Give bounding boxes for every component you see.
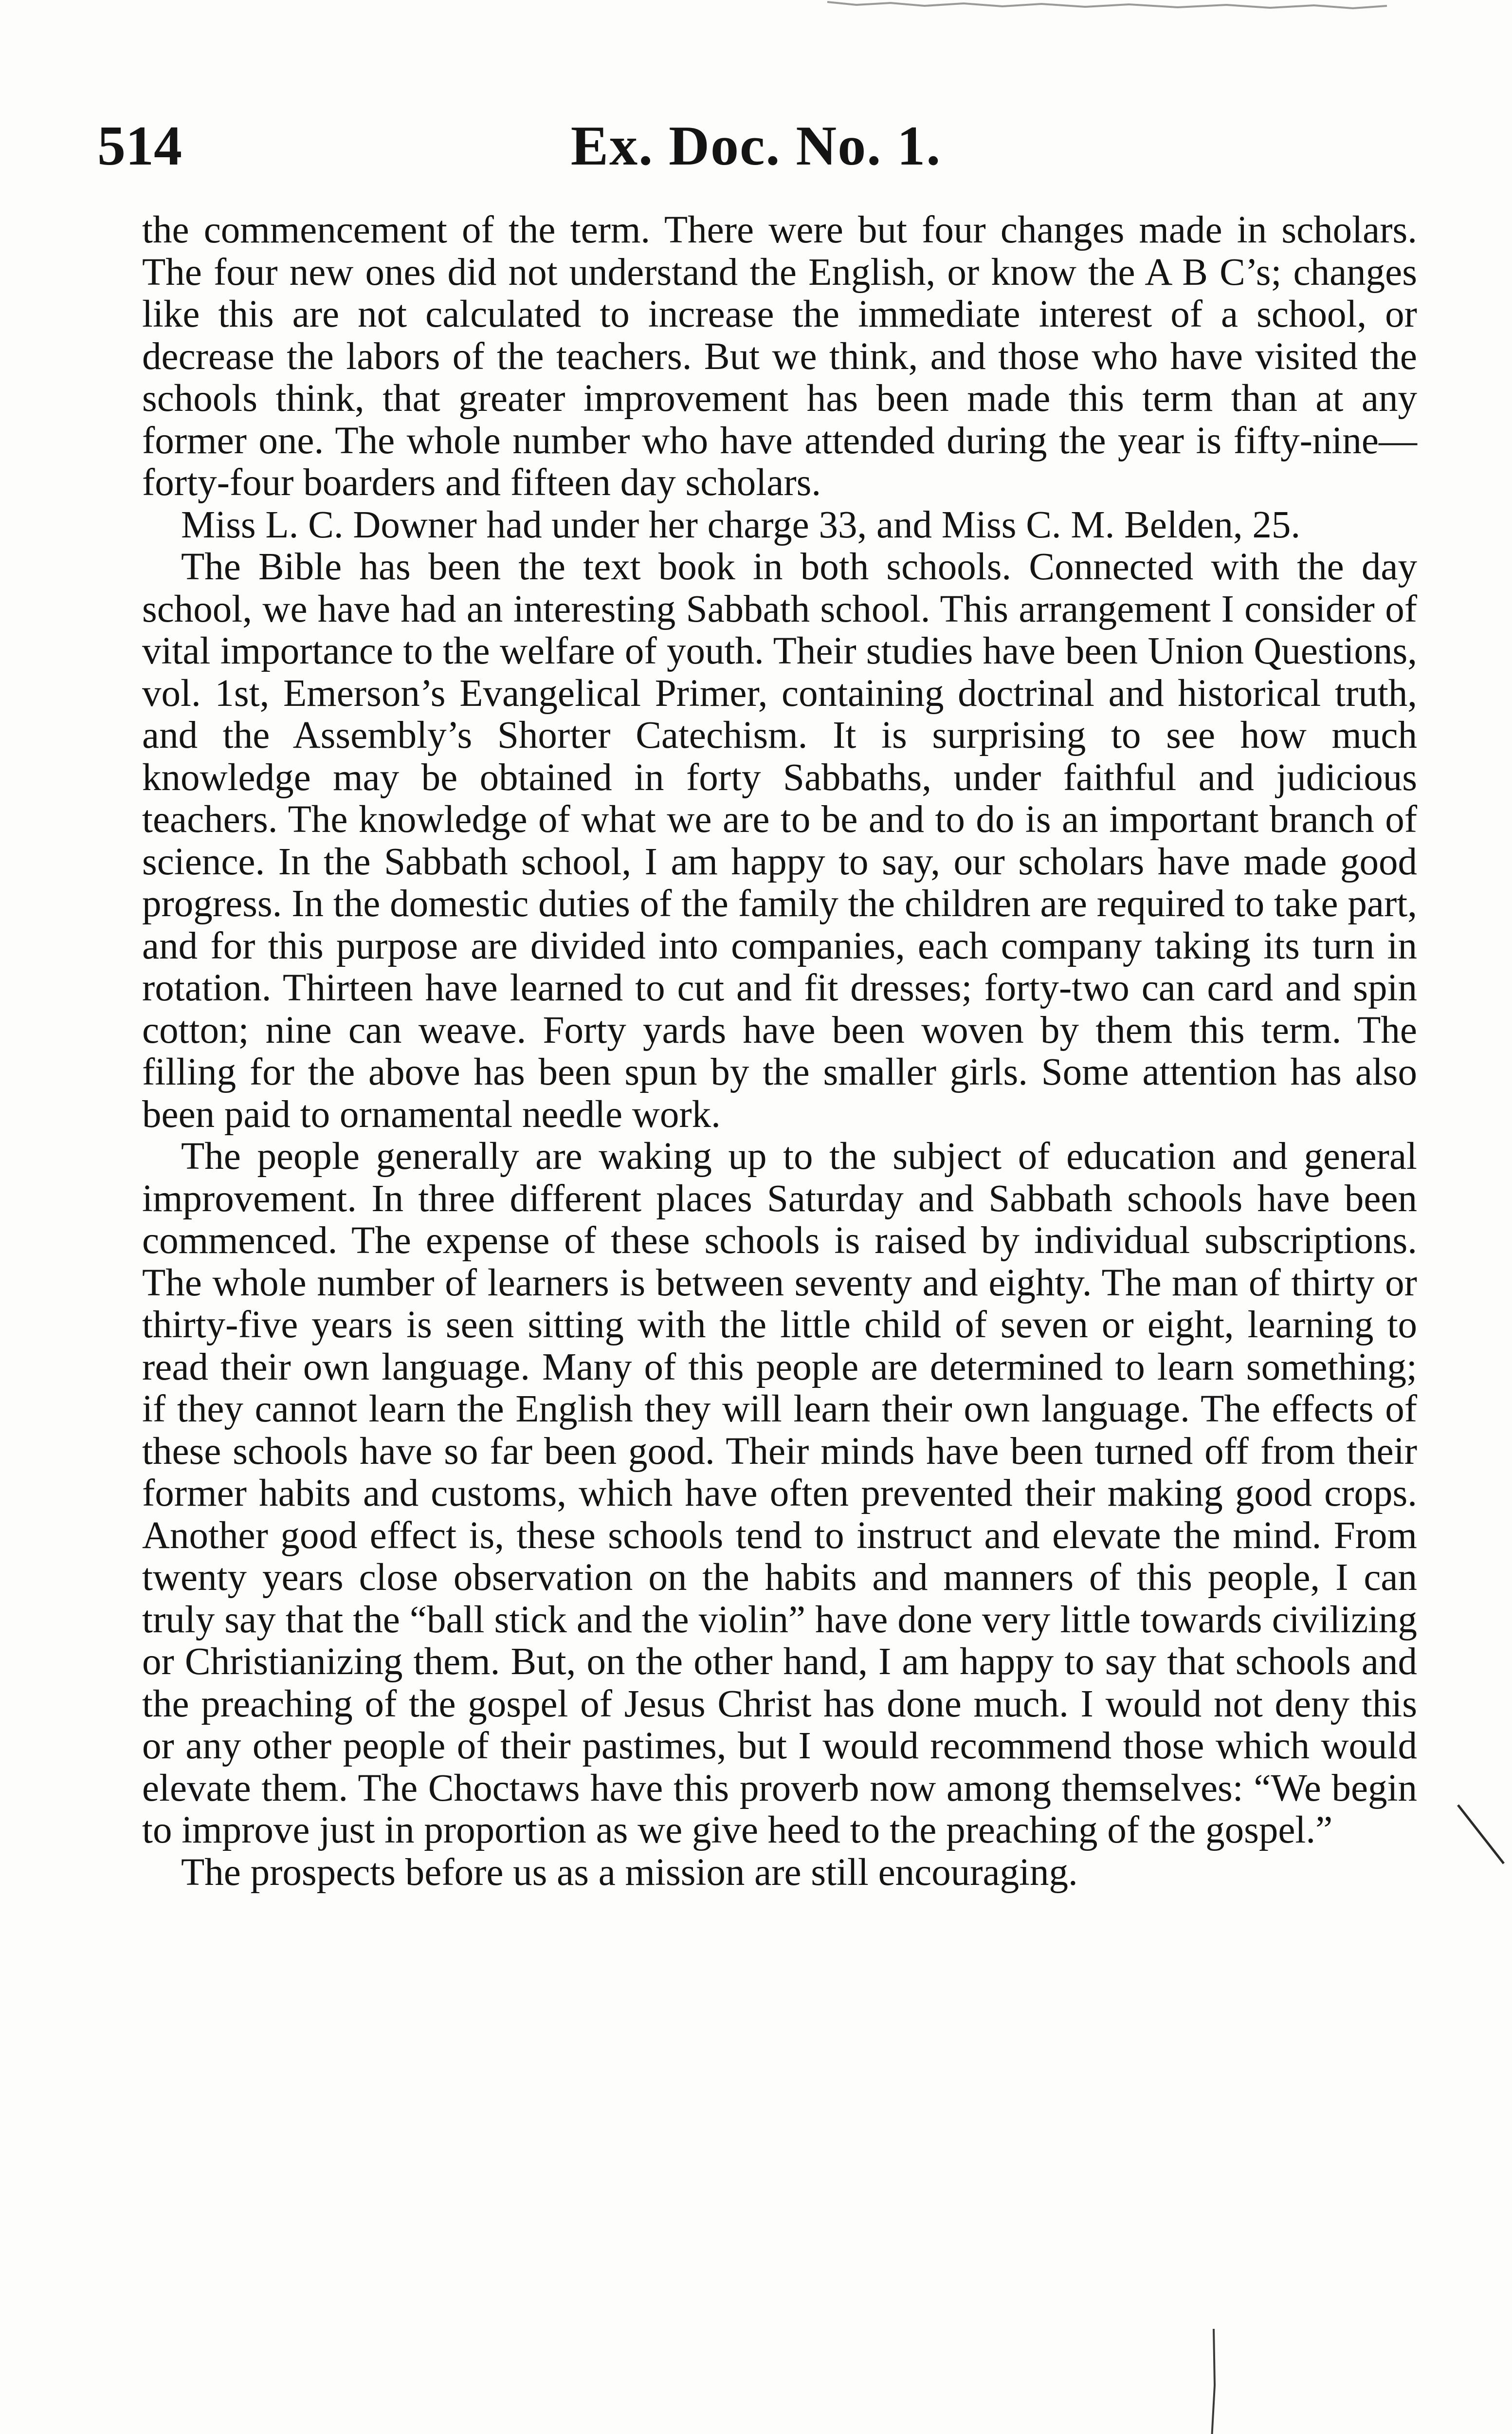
paragraph-enrollment: the commencement of the term. There were but four changes made in scholars. The four new ones did not understand the English, or know the A B C’s; changes like this are not calculated to increase the immediate interest of a school, or decrease the labors of the teachers. But we think, and those who have visited the schools think, that greater improvement has been made this term than at any former one. The whole number who have attended during the year is fifty-nine—forty-four boarders and fifteen day scholars. <box>142 209 1417 504</box>
paragraph-education-progress: The people generally are waking up to the subject of education and general improvement. In three different places Saturday and Sabbath schools have been commenced. The expense of these schools is raised by individual subscriptions. The whole number of learners is between seventy and eighty. The man of thirty or thirty-five years is seen sitting with the little child of seven or eight, learning to read their own language. Many of this people are determined to learn something; if they cannot learn the English they will learn their own language. The effects of these schools have so far been good. Their minds have been turned off from their former habits and customs, which have often prevented their making good crops. Another good effect is, these schools tend to instruct and elevate the mind. From twenty years close observation on the habits and manners of this people, I can truly say that the “ball stick and the violin” have done very little towards civilizing or Christianizing them. But, on the other hand, I am happy to say that schools and the preaching of the gospel of Jesus Christ has done much. I would not deny this or any other people of their pastimes, but I would recommend those which would elevate them. The Choctaws have this proverb now among themselves: “We begin to improve just in proportion as we give heed to the preaching of the gospel.” <box>142 1135 1417 1851</box>
page-number: 514 <box>97 115 182 177</box>
paragraph-teachers: Miss L. C. Downer had under her charge 33, and Miss C. M. Belden, 25. <box>181 503 1301 546</box>
running-head <box>0 110 1512 183</box>
document-title: Ex. Doc. No. 1. <box>570 115 942 177</box>
paragraph-prospects: The prospects before us as a mission are still encouraging. <box>181 1851 1078 1894</box>
margin-stroke-right <box>1455 1801 1509 1869</box>
torn-top-edge <box>0 0 1512 19</box>
body-text <box>142 209 1417 1894</box>
paragraph-sabbath-school: The Bible has been the text book in both schools. Connected with the day school, we have had an interesting Sabbath school. This arrangement I consider of vital importance to the welfare of youth. Their studies have been Union Questions, vol. 1st, Emerson’s Evangelical Primer, containing doctrinal and historical truth, and the Assembly’s Shorter Catechism. It is surprising to see how much knowledge may be obtained in forty Sabbaths, under faithful and judicious teachers. The knowledge of what we are to be and to do is an important branch of science. In the Sabbath school, I am happy to say, our scholars have made good progress. In the domestic duties of the family the children are required to take part, and for this purpose are divided into companies, each company taking its turn in rotation. Thirteen have learned to cut and fit dresses; forty-two can card and spin cotton; nine can weave. Forty yards have been woven by them this term. The filling for the above has been spun by the smaller girls. Some attention has also been paid to ornamental needle work. <box>142 546 1417 1136</box>
margin-stroke-bottom <box>1202 2327 1226 2434</box>
